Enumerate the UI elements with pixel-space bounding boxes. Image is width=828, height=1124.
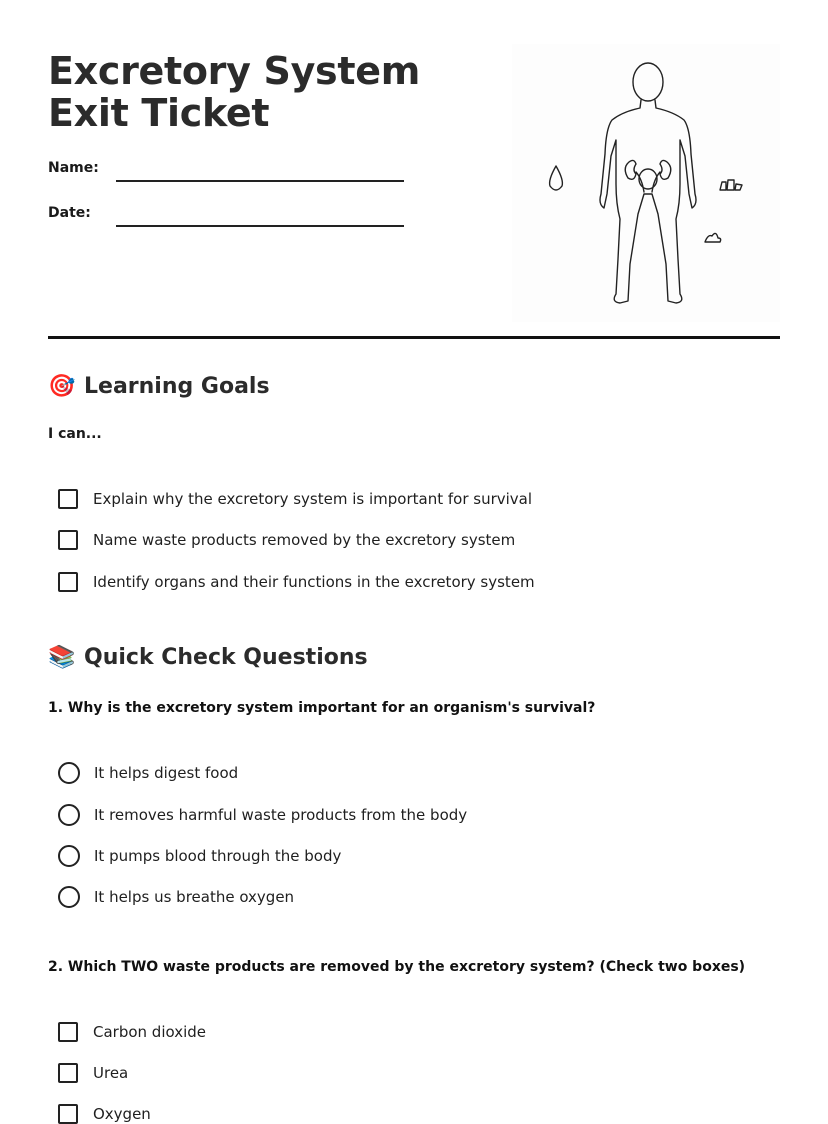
name-label: Name: — [48, 160, 99, 176]
q1-radio[interactable] — [58, 886, 80, 908]
q1-option[interactable] — [58, 762, 238, 784]
learning-goals-intro: I can... — [48, 426, 102, 442]
q1-option[interactable] — [58, 804, 467, 826]
quick-check-heading — [48, 645, 368, 670]
human-body-outline-icon — [512, 44, 780, 322]
goal-item[interactable] — [58, 530, 515, 550]
quick-check-title: Quick Check Questions — [84, 645, 368, 670]
q1-option-label: It helps digest food — [94, 764, 239, 782]
learning-goals-heading — [48, 374, 270, 399]
goal-checkbox[interactable] — [58, 572, 78, 592]
target-icon: 🎯 — [48, 374, 76, 399]
q2-option[interactable] — [58, 1022, 206, 1042]
question-1-text: 1. Why is the excretory system important for an organism's survival? — [48, 700, 596, 716]
q1-option-label: It removes harmful waste products from the body — [94, 806, 468, 824]
goal-item[interactable] — [58, 572, 535, 592]
q1-option-label: It pumps blood through the body — [94, 847, 342, 865]
date-label: Date: — [48, 205, 91, 221]
q1-radio[interactable] — [58, 762, 80, 784]
goal-item[interactable] — [58, 489, 532, 509]
header-divider — [48, 336, 780, 339]
q2-checkbox[interactable] — [58, 1063, 78, 1083]
q2-option-label: Oxygen — [93, 1105, 151, 1123]
books-icon: 📚 — [48, 645, 76, 670]
q1-radio[interactable] — [58, 804, 80, 826]
q2-option-label: Carbon dioxide — [93, 1023, 207, 1041]
q1-option-label: It helps us breathe oxygen — [94, 888, 295, 906]
goal-label: Explain why the excretory system is important for survival — [93, 490, 533, 508]
human-body-illustration — [512, 44, 780, 322]
q1-option[interactable] — [58, 845, 341, 867]
q2-checkbox[interactable] — [58, 1104, 78, 1124]
date-input-line[interactable] — [116, 225, 404, 227]
q2-checkbox[interactable] — [58, 1022, 78, 1042]
question-2-text: 2. Which TWO waste products are removed by the excretory system? (Check two boxes) — [48, 959, 746, 975]
q2-option[interactable] — [58, 1063, 128, 1083]
goal-label: Identify organs and their functions in the excretory system — [93, 573, 535, 591]
q1-option[interactable] — [58, 886, 294, 908]
goal-label: Name waste products removed by the excretory system — [93, 531, 516, 549]
page-title: Excretory System Exit Ticket — [48, 49, 421, 135]
q1-radio[interactable] — [58, 845, 80, 867]
q2-option-label: Urea — [93, 1064, 129, 1082]
q2-option[interactable] — [58, 1104, 151, 1124]
goal-checkbox[interactable] — [58, 489, 78, 509]
goal-checkbox[interactable] — [58, 530, 78, 550]
name-input-line[interactable] — [116, 180, 404, 182]
learning-goals-title: Learning Goals — [84, 374, 270, 399]
